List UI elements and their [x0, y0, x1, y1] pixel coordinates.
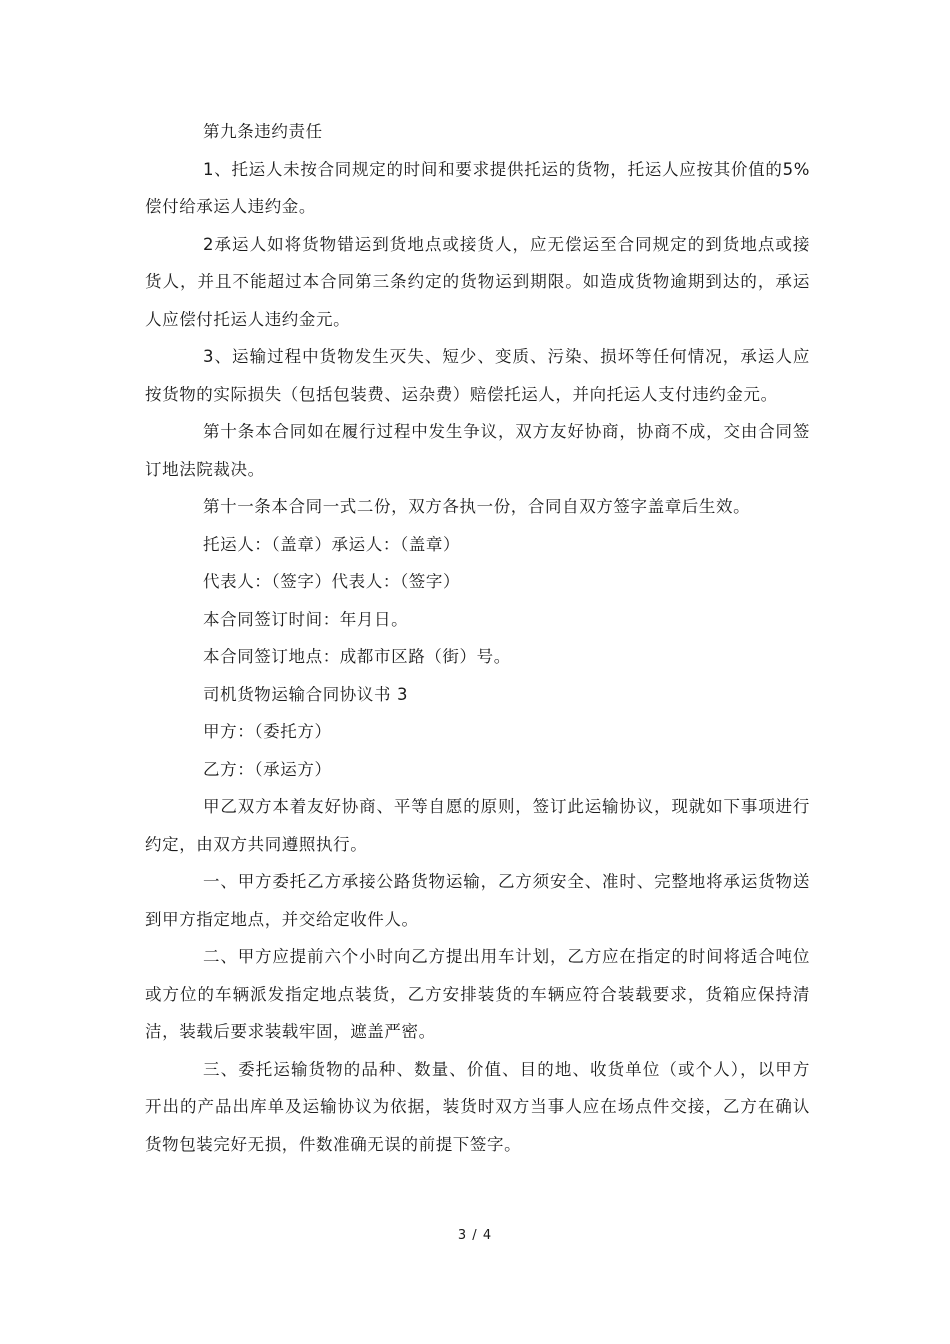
agreement-clause-2: 二、甲方应提前六个小时向乙方提出用车计划，乙方应在指定的时间将适合吨位或方位的车辆派发指定地点装货，乙方安排装货的车辆应符合装载要求，货箱应保持清洁，装载后要求装载牢固，遮盖严密。	[145, 947, 810, 1041]
document-body	[145, 113, 810, 1163]
signature-representative-line: 代表人：（签字）代表人：（签字）	[203, 572, 461, 591]
agreement-clause-3: 三、委托运输货物的品种、数量、价值、目的地、收货单位（或个人），以甲方开出的产品出库单及运输协议为依据，装货时双方当事人应在场点件交接，乙方在确认货物包装完好无损，件数准确无误的前提下签字。	[145, 1059, 810, 1154]
article-9-heading: 第九条违约责任	[203, 122, 323, 141]
signature-seal-line: 托运人：（盖章）承运人：（盖章）	[203, 534, 461, 554]
party-a-line: 甲方：（委托方）	[203, 722, 332, 741]
agreement-clause-1: 一、甲方委托乙方承接公路货物运输，乙方须安全、准时、完整地将承运货物送到甲方指定地点，并交给定收件人。	[145, 872, 810, 929]
party-b-line: 乙方：（承运方）	[203, 759, 332, 779]
agreement-title: 司机货物运输合同协议书 3	[203, 684, 409, 704]
page-number: 3 / 4	[457, 1228, 493, 1243]
article-11: 第十一条本合同一式二份，双方各执一份，合同自双方签字盖章后生效。	[203, 497, 751, 516]
article-9-clause-1: 1、托运人未按合同规定的时间和要求提供托运的货物，托运人应按其价值的5%偿付给承运人违约金。	[145, 159, 810, 216]
article-9-clause-3: 3、运输过程中货物发生灭失、短少、变质、污染、损坏等任何情况，承运人应按货物的实际损失（包括包装费、运杂费）赔偿托运人，并向托运人支付违约金元。	[145, 347, 810, 404]
article-9-clause-2: 2承运人如将货物错运到货地点或接货人，应无偿运至合同规定的到货地点或接货人，并且不能超过本合同第三条约定的货物运到期限。如造成货物逾期到达的，承运人应偿付托运人违约金元。	[145, 234, 810, 329]
signing-date-line: 本合同签订时间：年月日。	[203, 609, 409, 629]
agreement-preamble: 甲乙双方本着友好协商、平等自愿的原则，签订此运输协议，现就如下事项进行约定，由双方共同遵照执行。	[145, 797, 810, 854]
signing-place-line: 本合同签订地点：成都市区路（街）号。	[203, 647, 511, 666]
article-10: 第十条本合同如在履行过程中发生争议，双方友好协商，协商不成，交由合同签订地法院裁决。	[145, 422, 810, 479]
